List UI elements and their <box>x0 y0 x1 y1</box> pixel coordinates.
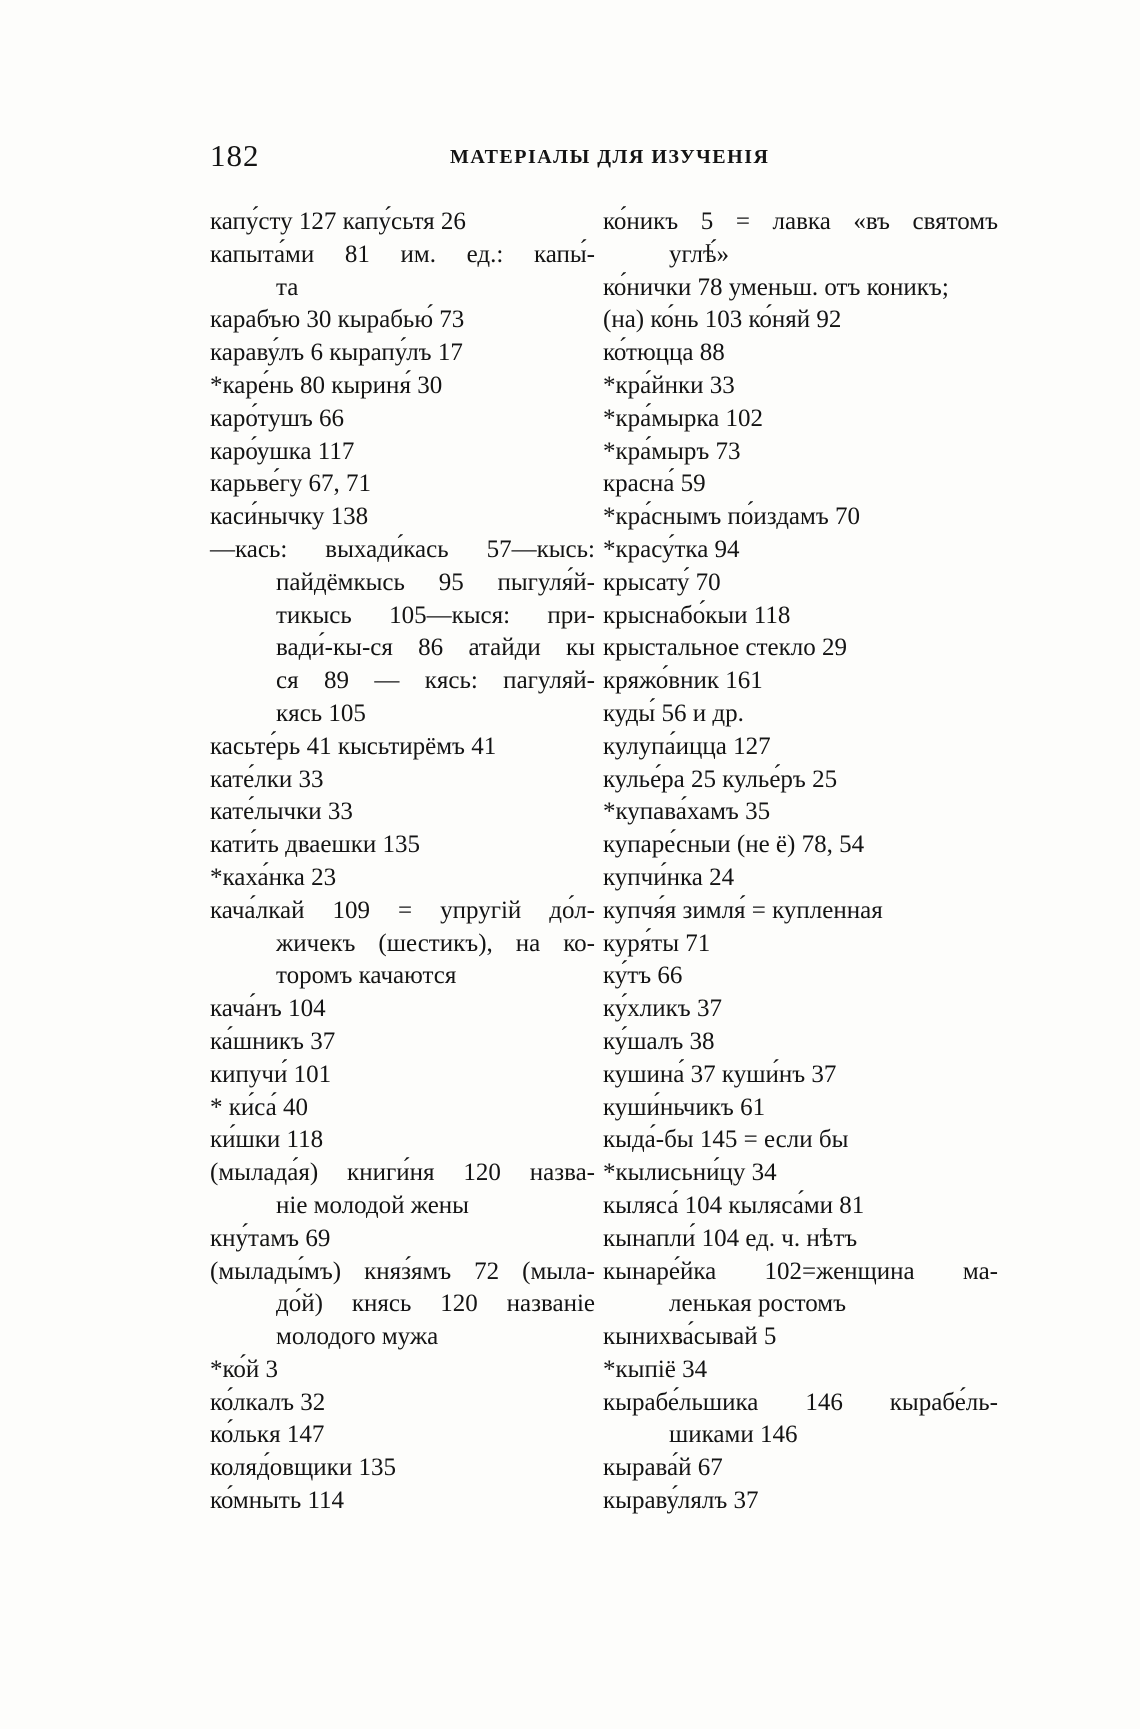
entry-headword-line: кате́лычки 33 <box>210 798 353 826</box>
entry-headword-line: *кра́мыръ 73 <box>603 437 741 465</box>
entry-headword-line: карьве́гу 67, 71 <box>210 470 372 498</box>
entry-headword-line: *кра́мырка 102 <box>603 404 763 432</box>
entry-continuation-line: тикысь 105—кыся: при- <box>276 601 595 629</box>
entry-headword-line: коляд́овщики 135 <box>210 1454 396 1482</box>
index-entry <box>603 468 998 501</box>
index-entry <box>603 665 998 698</box>
entry-headword-line: кате́лки 33 <box>210 765 324 793</box>
index-entry <box>603 993 998 1026</box>
entry-headword-line: ко́нички 78 уменьш. отъ коникъ; <box>603 273 949 301</box>
entry-headword-line: капыта́ми 81 им. ед.: капы́- <box>210 240 595 268</box>
entry-headword-line: *красу́тка 94 <box>603 535 740 563</box>
index-entry <box>210 534 595 731</box>
entry-headword-line: кача́нъ 104 <box>210 995 326 1023</box>
entry-headword-line: *купава́хамъ 35 <box>603 798 771 826</box>
entry-headword-line: купчи́нка 24 <box>603 863 735 891</box>
index-entry <box>603 206 998 272</box>
entry-headword-line: кушина́ 37 куши́нъ 37 <box>603 1060 837 1088</box>
index-entry <box>603 1387 998 1453</box>
entry-headword-line: куши́ньчикъ 61 <box>603 1093 766 1121</box>
entry-headword-line: кынаре́йка 102=женщина ма- <box>603 1257 998 1285</box>
index-entry <box>603 501 998 534</box>
entry-continuation-line: молодого мужа <box>276 1323 439 1351</box>
index-entry <box>603 1059 998 1092</box>
entry-headword-line: (мылада́я) книги́ня 120 назва- <box>210 1159 595 1187</box>
index-entry <box>210 370 595 403</box>
entry-headword-line: —кась: выхади́кась 57—кысь: <box>210 535 595 563</box>
index-entry <box>603 534 998 567</box>
entry-continuation-line: пайдёмкысь 95 пыгуля́й- <box>276 568 595 596</box>
entry-headword-line: кынихва́сывай 5 <box>603 1323 777 1351</box>
entry-headword-line: куды́ 56 и др. <box>603 699 744 727</box>
entry-headword-line: капу́сту 127 капу́сьтя 26 <box>210 208 466 235</box>
index-entry <box>210 206 595 239</box>
page-number: 182 <box>210 138 260 173</box>
index-entry <box>210 796 595 829</box>
entry-headword-line: *ко́й 3 <box>210 1355 279 1383</box>
index-entry <box>603 436 998 469</box>
index-column-right <box>603 206 998 1518</box>
entry-headword-line: ко́лькя 147 <box>210 1421 325 1449</box>
entry-headword-line: кулупа́ицца 127 <box>603 732 771 760</box>
index-entry <box>603 1256 998 1322</box>
entry-continuation-line: ніе молодой жены <box>276 1191 469 1219</box>
index-entry <box>603 272 998 305</box>
entry-headword-line: карабъю 30 кырабью́ 73 <box>210 306 465 334</box>
entry-continuation-line: кясь 105 <box>276 699 366 727</box>
index-entry <box>210 1485 595 1518</box>
index-entry <box>210 1354 595 1387</box>
index-entry <box>210 764 595 797</box>
entry-headword-line: куря́ты 71 <box>603 929 711 957</box>
index-entry <box>210 1452 595 1485</box>
index-entry <box>210 1092 595 1125</box>
entry-headword-line: ку́шалъ 38 <box>603 1027 715 1055</box>
entry-continuation-line: вади́-кы-ся 86 атайди кы <box>276 634 595 662</box>
entry-headword-line: красна́ 59 <box>603 470 706 498</box>
index-entry <box>210 1387 595 1420</box>
entry-headword-line: ки́шки 118 <box>210 1126 324 1154</box>
entry-headword-line: кулье́ра 25 кулье́ръ 25 <box>603 765 838 793</box>
index-column-left <box>210 206 595 1518</box>
entry-headword-line: кырабе́льшика 146 кырабе́ль- <box>603 1388 998 1416</box>
entry-headword-line: (на) ко́нь 103 ко́няй 92 <box>603 306 842 334</box>
index-entry <box>210 829 595 862</box>
entry-headword-line: ко́никъ 5 = лавка «въ святомъ <box>603 208 998 235</box>
entry-headword-line: ку́тъ 66 <box>603 962 683 990</box>
entry-continuation-line: жичекъ (шестикъ), на ко- <box>276 929 595 957</box>
entry-continuation-line: ленькая ростомъ <box>669 1290 847 1318</box>
index-entry <box>210 436 595 469</box>
index-entry <box>603 1092 998 1125</box>
index-entry <box>603 567 998 600</box>
index-entry <box>210 1059 595 1092</box>
index-entry <box>603 796 998 829</box>
index-entry <box>210 1419 595 1452</box>
index-entry <box>603 1124 998 1157</box>
index-entry <box>210 403 595 436</box>
index-entry <box>210 993 595 1026</box>
index-entry <box>603 370 998 403</box>
entry-headword-line: ко́тюцца 88 <box>603 339 725 367</box>
entry-headword-line: купчя́я зимля́ = купленная <box>603 896 883 924</box>
index-entry <box>603 1321 998 1354</box>
index-entry <box>603 1190 998 1223</box>
running-title: МАТЕРІАЛЫ ДЛЯ ИЗУЧЕНІЯ <box>450 146 770 168</box>
index-entry <box>603 1452 998 1485</box>
entry-headword-line: *кылисьни́цу 34 <box>603 1159 777 1187</box>
index-entry <box>603 829 998 862</box>
entry-headword-line: кача́лкай 109 = упругій до́л- <box>210 896 595 924</box>
entry-headword-line: кырава́й 67 <box>603 1454 723 1482</box>
index-entry <box>210 468 595 501</box>
entry-headword-line: кыраву́лялъ 37 <box>603 1487 759 1515</box>
entry-headword-line: ку́хликъ 37 <box>603 995 722 1023</box>
index-entry <box>603 862 998 895</box>
entry-headword-line: (мылады́мъ) княз́ямъ 72 (мыла- <box>210 1257 595 1285</box>
entry-headword-line: кати́ть дваешки 135 <box>210 831 421 859</box>
index-entry <box>603 1354 998 1387</box>
index-entry <box>210 1256 595 1354</box>
index-entry <box>603 764 998 797</box>
entry-headword-line: *кра́йнки 33 <box>603 371 735 399</box>
index-entry <box>210 1124 595 1157</box>
entry-headword-line: кну́тамъ 69 <box>210 1224 331 1252</box>
index-entry <box>210 501 595 534</box>
entry-headword-line: ко́мныть 114 <box>210 1487 345 1515</box>
entry-headword-line: кыляса́ 104 кыляса́ми 81 <box>603 1191 865 1219</box>
entry-headword-line: кынапли́ 104 ед. ч. нѣтъ <box>603 1224 858 1252</box>
index-entry <box>603 960 998 993</box>
index-entry <box>210 862 595 895</box>
entry-headword-line: кряжо́вник 161 <box>603 667 763 695</box>
entry-headword-line: крыснабо́кыи 118 <box>603 601 791 629</box>
index-entry <box>603 1485 998 1518</box>
entry-headword-line: *каре́нь 80 кыриня́ 30 <box>210 371 443 399</box>
index-entry <box>603 731 998 764</box>
index-entry <box>603 600 998 633</box>
index-entry <box>210 895 595 993</box>
index-entry <box>210 239 595 305</box>
entry-headword-line: каро́тушъ 66 <box>210 404 345 432</box>
entry-headword-line: крысату́ 70 <box>603 568 721 596</box>
entry-headword-line: * ки́са́ 40 <box>210 1093 309 1121</box>
entry-headword-line: каро́ушка 117 <box>210 437 355 465</box>
index-entry <box>603 1026 998 1059</box>
entry-continuation-line: шиками 146 <box>669 1421 798 1449</box>
entry-headword-line: кипучи́ 101 <box>210 1060 332 1088</box>
index-entry <box>210 304 595 337</box>
index-entry <box>210 1157 595 1223</box>
entry-headword-line: *каха́нка 23 <box>210 863 337 891</box>
entry-headword-line: *кыпіё 34 <box>603 1355 708 1383</box>
entry-headword-line: каси́нычку 138 <box>210 503 369 531</box>
entry-headword-line: караву́лъ 6 кырапу́лъ 17 <box>210 339 463 367</box>
index-entry <box>210 337 595 370</box>
index-entry <box>603 337 998 370</box>
index-entry <box>603 895 998 928</box>
entry-headword-line: крыстальное стекло 29 <box>603 634 847 662</box>
index-entry <box>603 698 998 731</box>
index-entry <box>603 1157 998 1190</box>
entry-continuation-line: торомъ качаются <box>276 962 457 990</box>
index-entry <box>210 1223 595 1256</box>
entry-headword-line: ка́шникъ 37 <box>210 1027 336 1055</box>
index-entry <box>603 403 998 436</box>
entry-headword-line: купаре́сныи (не ё) 78, 54 <box>603 831 865 859</box>
index-entry <box>603 1223 998 1256</box>
entry-continuation-line: до́й) княсь 120 названіе <box>276 1290 595 1318</box>
entry-headword-line: *кра́снымъ по́издамъ 70 <box>603 503 861 531</box>
index-entry <box>210 731 595 764</box>
index-entry <box>603 632 998 665</box>
index-entry <box>603 928 998 961</box>
entry-continuation-line: углѣ́» <box>669 240 730 268</box>
entry-continuation-line: та <box>276 273 299 301</box>
entry-continuation-line: ся 89 — кясь: пагуляй- <box>276 667 595 695</box>
entry-headword-line: кыда́-бы 145 = если бы <box>603 1126 849 1154</box>
index-entry <box>603 304 998 337</box>
index-entry <box>210 1026 595 1059</box>
entry-headword-line: касьте́рь 41 кысьтирёмъ 41 <box>210 732 497 760</box>
entry-headword-line: ко́лкалъ 32 <box>210 1388 326 1416</box>
